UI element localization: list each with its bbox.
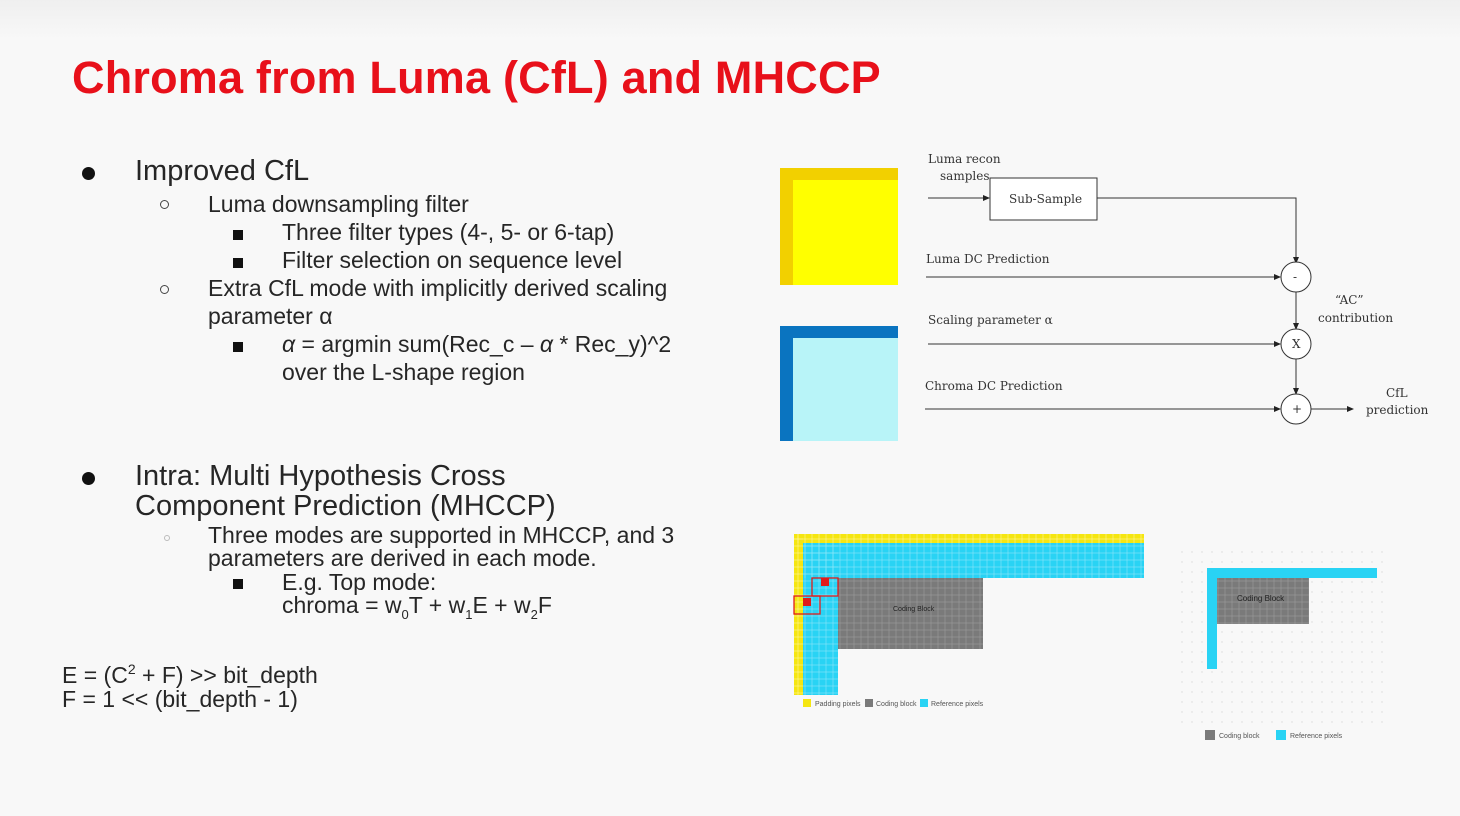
bullet-cfl-sub2-line1: Extra CfL mode with implicitly derived scaling <box>208 275 668 301</box>
legend-reference: Reference pixels <box>1290 733 1343 740</box>
chroma-block <box>793 338 898 441</box>
luma-recon-label: Luma recon <box>928 152 1001 166</box>
reference-left <box>1207 568 1217 669</box>
bullet-cfl-sub1: Luma downsampling filter <box>208 191 469 217</box>
legend-swatch-padding <box>803 699 811 707</box>
bullet-mhccp-heading-line2: Component Prediction (MHCCP) <box>135 490 556 522</box>
equation-f: F = 1 << (bit_depth - 1) <box>62 686 298 712</box>
bullet-square <box>233 258 243 268</box>
bullet-mhccp-item-line1: E.g. Top mode: <box>282 569 437 595</box>
equation-part: E = (C <box>62 662 128 688</box>
highlight-pixel <box>821 578 829 586</box>
formula-part: E + w <box>472 592 531 618</box>
bullet-cfl-heading: Improved CfL <box>135 155 310 187</box>
formula-subscript: 0 <box>401 607 409 622</box>
legend-coding: Coding block <box>876 701 917 708</box>
bullet-cfl-sub1-item2: Filter selection on sequence level <box>282 247 623 273</box>
legend-swatch-coding <box>865 699 873 707</box>
bullet-cfl-sub2-item <box>282 331 671 358</box>
formula-part: F <box>537 592 552 618</box>
formula-subscript: 1 <box>465 607 473 622</box>
legend-swatch-reference <box>920 699 928 707</box>
bullet-square <box>233 579 243 589</box>
legend-swatch-reference <box>1276 730 1286 740</box>
mhccp-sparse-diagram <box>1170 540 1390 740</box>
equation-superscript: 2 <box>127 661 136 677</box>
bullet-circle <box>164 535 170 541</box>
argmin-text-end: * Rec_y)^2 <box>553 331 672 357</box>
cfl-pred-label: CfL <box>1386 386 1408 400</box>
ac-label-2: contribution <box>1318 311 1394 325</box>
alpha-symbol: α <box>539 331 554 357</box>
bullet-cfl-sub1-item1: Three filter types (4-, 5- or 6-tap) <box>282 219 615 245</box>
times-node-label: X <box>1292 337 1301 351</box>
formula-part: chroma = w <box>282 592 402 618</box>
reference-top <box>1207 568 1377 578</box>
minus-node-label: - <box>1293 270 1298 284</box>
plus-node-label: + <box>1292 402 1303 416</box>
argmin-text: = argmin sum(Rec_c – <box>295 331 540 357</box>
formula-part: T + w <box>408 592 466 618</box>
bullet-dot <box>82 167 95 180</box>
legend-reference: Reference pixels <box>931 701 984 708</box>
cfl-pred-label-2: prediction <box>1366 403 1429 417</box>
bullet-mhccp-sub1-line2: parameters are derived in each mode. <box>208 545 597 571</box>
coding-block-label: Coding Block <box>893 606 935 613</box>
coding-block-label: Coding Block <box>1237 594 1285 603</box>
mhccp-formula <box>282 592 552 622</box>
legend-padding: Padding pixels <box>815 701 861 708</box>
equation-e <box>62 662 318 689</box>
bullet-dot <box>82 472 95 485</box>
subsample-output-line <box>1097 198 1296 263</box>
bullet-circle <box>160 200 169 209</box>
bullet-cfl-sub2-item-line2: over the L-shape region <box>282 359 525 385</box>
subsample-label: Sub-Sample <box>1009 192 1083 206</box>
bullet-circle <box>160 285 169 294</box>
mhccp-grid-diagram <box>785 528 1145 708</box>
cfl-block-diagram <box>770 140 1450 450</box>
legend-coding: Coding block <box>1219 733 1260 740</box>
equation-part: + F) >> bit_depth <box>135 662 318 688</box>
ac-label: “AC” <box>1335 293 1364 307</box>
chroma-dc-label: Chroma DC Prediction <box>925 379 1063 393</box>
bullet-mhccp-heading-line1: Intra: Multi Hypothesis Cross <box>135 460 506 492</box>
bullet-cfl-sub2-line2: parameter α <box>208 303 333 329</box>
bullet-square <box>233 230 243 240</box>
slide-title: Chroma from Luma (CfL) and MHCCP <box>72 52 881 103</box>
scaling-label: Scaling parameter α <box>928 313 1053 327</box>
bullet-mhccp-sub1-line1: Three modes are supported in MHCCP, and 3 <box>208 522 675 548</box>
luma-block <box>793 180 898 285</box>
bullet-square <box>233 342 243 352</box>
formula-subscript: 2 <box>530 607 538 622</box>
luma-recon-label-2: samples <box>940 169 990 183</box>
luma-dc-label: Luma DC Prediction <box>926 252 1050 266</box>
legend-swatch-coding <box>1205 730 1215 740</box>
alpha-symbol: α <box>282 331 296 357</box>
highlight-pixel <box>803 598 811 606</box>
